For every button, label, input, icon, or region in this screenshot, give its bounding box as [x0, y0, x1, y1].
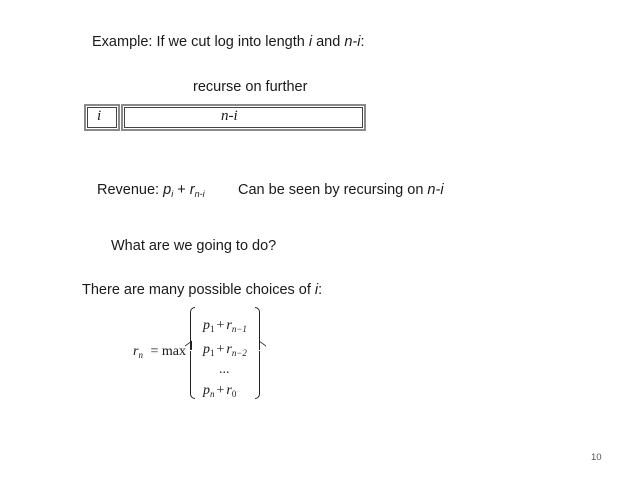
row2-r: r	[226, 342, 232, 357]
question-text: What are we going to do?	[111, 238, 277, 254]
revenue-p-sub: i	[171, 189, 174, 199]
log-label-i: i	[97, 108, 102, 124]
formula-lhs-r: r	[133, 344, 139, 359]
row1-r-sub: n−1	[231, 324, 247, 334]
formula-left-brace-bottom	[190, 351, 195, 399]
row2-r-sub: n−2	[231, 348, 247, 358]
log-segment-i	[84, 104, 120, 131]
choices-var: i	[314, 282, 319, 298]
formula-lhs-sub: n	[138, 350, 143, 360]
row2-p: p	[203, 342, 210, 357]
row4-op: +	[216, 383, 225, 398]
row1-p: p	[203, 318, 210, 333]
recursing-text: Can be seen by recursing on	[238, 182, 428, 198]
row4-p-sub: n	[210, 389, 215, 399]
revenue-r-sub: n-i	[194, 189, 205, 199]
formula-row-dots: ...	[219, 362, 230, 377]
page-number: 10	[591, 452, 602, 463]
row1-r: r	[226, 318, 232, 333]
example-prefix: Example: If we cut log into length	[92, 34, 309, 50]
choices-line	[82, 282, 322, 298]
revenue-p: p	[163, 182, 172, 198]
revenue-prefix: Revenue:	[97, 182, 164, 198]
row2-op: +	[216, 342, 225, 357]
choices-colon: :	[318, 282, 323, 298]
example-and: and	[312, 34, 345, 50]
row2-p-sub: 1	[210, 348, 215, 358]
formula-row-2	[203, 342, 247, 358]
example-var-ni: n-i	[344, 34, 361, 50]
formula-right-brace-point	[259, 341, 266, 355]
log-segment-n-minus-i	[121, 104, 366, 131]
choices-text: There are many possible choices of	[82, 282, 315, 298]
revenue-line	[97, 182, 205, 199]
row4-r: r	[226, 383, 232, 398]
revenue-r: r	[189, 182, 195, 198]
example-suffix: :	[360, 34, 365, 50]
log-label-n-minus-i: n-i	[221, 108, 238, 124]
recursing-var: n-i	[427, 182, 444, 198]
recursing-line	[238, 182, 444, 198]
formula-lhs	[133, 344, 186, 360]
example-var-i: i	[308, 34, 313, 50]
recurse-label: recurse on further	[193, 79, 308, 95]
row4-p: p	[203, 383, 210, 398]
row1-p-sub: 1	[210, 324, 215, 334]
formula-row-4	[203, 383, 236, 399]
formula-right-brace-bottom	[255, 351, 260, 399]
formula-row-1	[203, 318, 247, 334]
formula-eq-max: = max	[150, 344, 186, 359]
row4-r-sub: 0	[231, 389, 237, 399]
example-line	[92, 34, 364, 50]
revenue-plus: +	[173, 182, 190, 198]
row1-op: +	[216, 318, 225, 333]
